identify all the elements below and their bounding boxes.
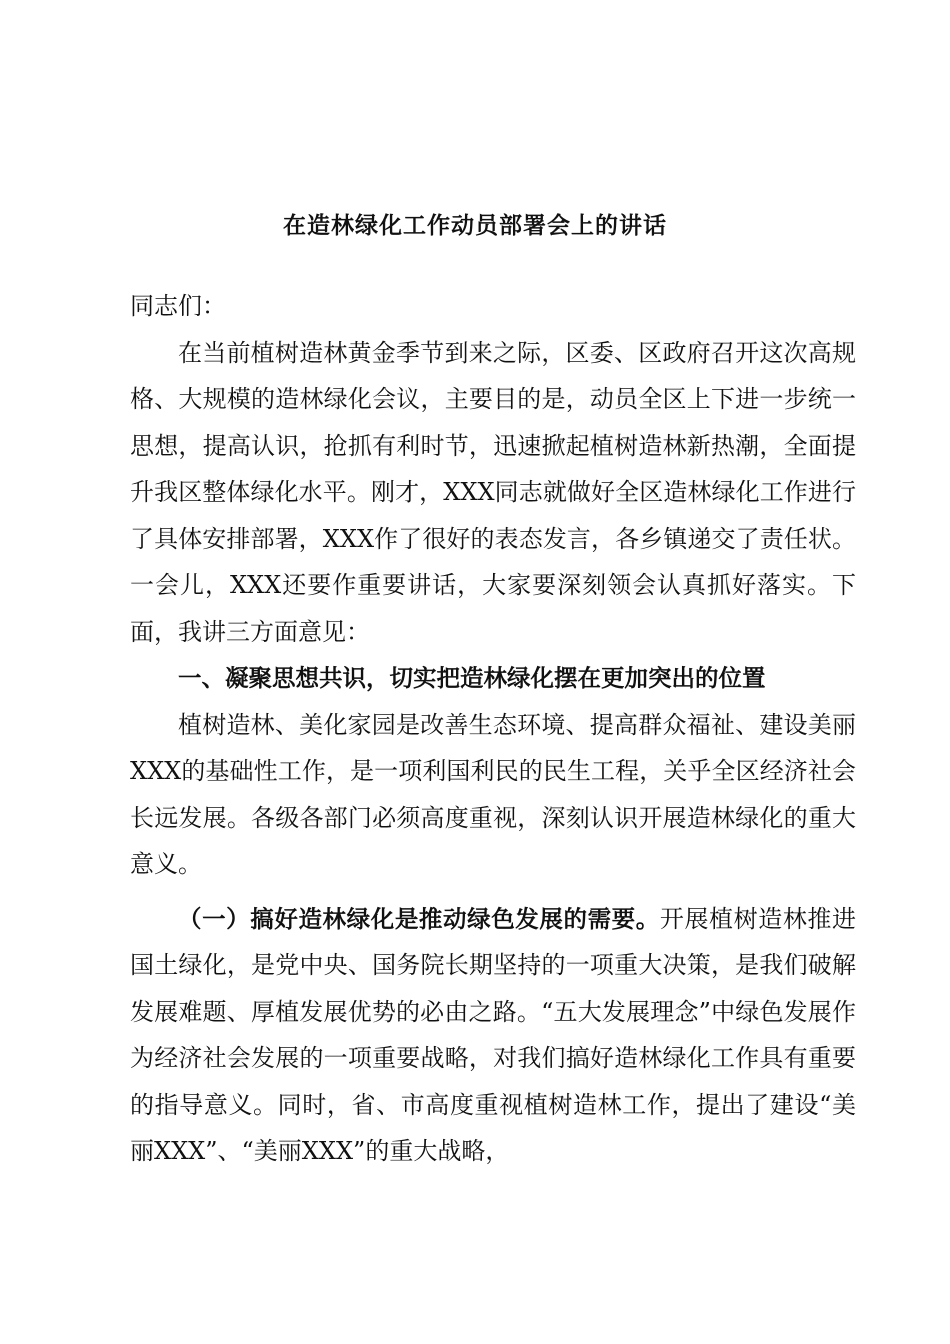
intro-paragraph: 在当前植树造林黄金季节到来之际，区委、区政府召开这次高规格、大规模的造林绿化会议，主要目的是，动员全区上下进一步统一思想，提高认识，抢抓有利时节，迅速掀起植树造林新热潮，全面提升我区整体绿化水平。刚才，XXX同志就做好全区造林绿化工作进行了具体安排部署，XXX作了很好的表态发言，各乡镇递交了责任状。一会儿，XXX还要作重要讲话，大家要深刻领会认真抓好落实。下面，我讲三方面意见：: [130, 338, 856, 646]
section-1-paragraph: 植树造林、美化家园是改善生态环境、提高群众福祉、建设美丽XXX的基础性工作，是一项利国利民的民生工程，关乎全区经济社会长远发展。各级各部门必须高度重视，深刻认识开展造林绿化的重大意义。: [130, 710, 856, 878]
subsection-1-body: 开展植树造林推进国土绿化，是党中央、国务院长期坚持的一项重大决策，是我们破解发展难题、厚植发展优势的必由之路。“五大发展理念”中绿色发展作为经济社会发展的一项重要战略，对我们搞好造林绿化工作具有重要的指导意义。同时，省、市高度重视植树造林工作，提出了建设“美丽XXX”、“美丽XXX”的重大战略，: [130, 904, 857, 1165]
subsection-1-lead: （一）搞好造林绿化是推动绿色发展的需要。: [178, 904, 660, 933]
paragraph-gap: [130, 888, 856, 896]
subsection-1-paragraph: [130, 896, 856, 1175]
section-1-heading: 一、凝聚思想共识，切实把造林绿化摆在更加突出的位置: [178, 664, 766, 692]
document-body: [130, 283, 856, 1175]
document-title: 在造林绿化工作动员部署会上的讲话: [283, 213, 667, 239]
salutation: 同志们：: [130, 292, 226, 320]
